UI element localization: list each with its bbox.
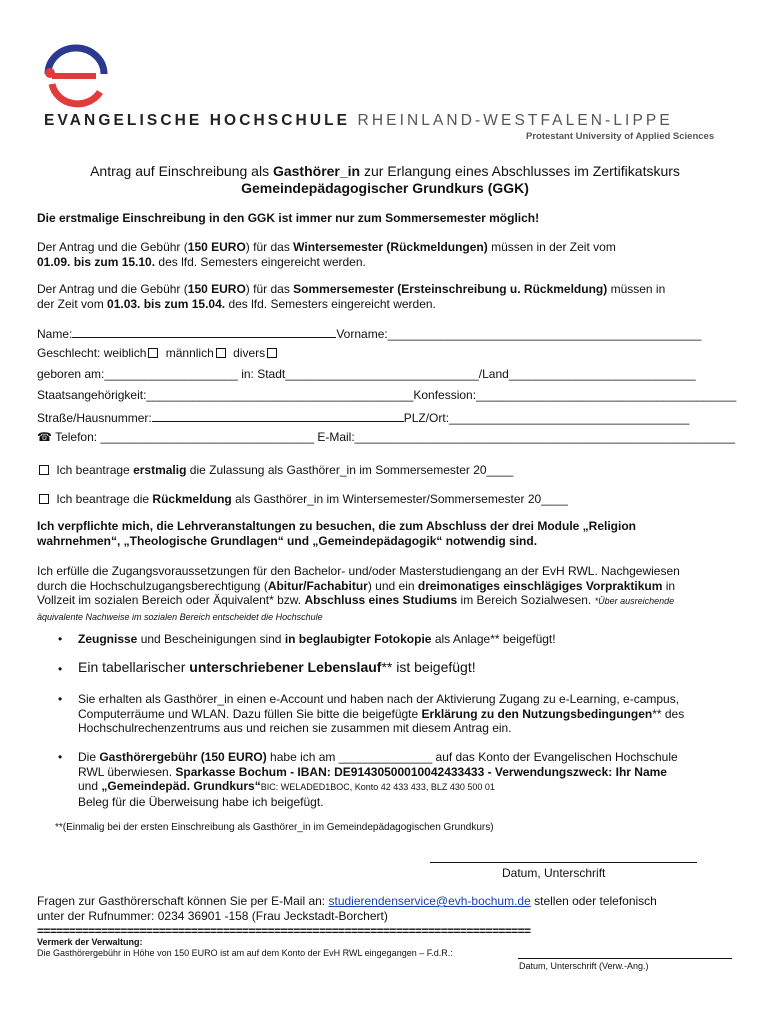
commitment: Ich verpflichte mich, die Lehrveranstaltungen zu besuchen, die zum Abschluss der drei Module „Religion wahrnehmen“, „Theologische Grundlagen“ und „Gemeindepädagogik“ notwendig sind. [37,519,637,548]
bullet-dot: • [58,750,63,764]
maennlich-checkbox[interactable] [216,348,226,358]
contact: Fragen zur Gasthörerschaft können Sie per E-Mail an: studierendenservice@evh-bochum.de stellen oder telefonisch unter der Rufnummer: 0234 36901 -158 (Frau Jeckstadt-Borchert) [37,894,657,923]
footnote: **(Einmalig bei der ersten Einschreibung als Gasthörer_in im Gemeindepädagogischen Grundkurs) [55,822,494,833]
admin-text: Die Gasthörergebühr in Höhe von 150 EURO ist am auf dem Konto der EvH RWL eingegangen – F.d.R.: [37,948,453,958]
erstmalig-checkbox[interactable] [39,465,49,475]
signature-label: Datum, Unterschrift [502,866,606,880]
bullet-dot: • [58,632,63,646]
institution-name: EVANGELISCHE HOCHSCHULE RHEINLAND-WESTFALEN-LIPPE [44,112,673,129]
option-rueckmeldung: Ich beantrage die Rückmeldung als Gasthörer_in im Wintersemester/Sommersemester 20____ [37,492,737,507]
form-title: Antrag auf Einschreibung als Gasthörer_in zur Erlangung eines Abschlusses im Zertifikatskurs [90,163,680,179]
bullet-dot: • [58,662,63,676]
admin-signature-line[interactable] [518,958,732,959]
bullet-dot: • [58,692,63,706]
bullet-lebenslauf: Ein tabellarischer unterschriebener Lebenslauf** ist beigefügt! [78,659,476,675]
summer-paragraph: Der Antrag und die Gebühr (150 EURO) für das Sommersemester (Ersteinschreibung u. Rückmeldung) müssen in der Zeit vom 01.03. bis zum 15.04. des lfd. Semesters eingereicht werden. [37,282,666,311]
phone-icon: ☎ [37,430,52,444]
name-field[interactable] [72,325,336,338]
nationality-row[interactable]: Staatsangehörigkeit:________________________________________Konfession:_______________________________________ [37,388,737,402]
address-row: Straße/Hausnummer: PLZ/Ort:____________________________________ [37,411,690,425]
birth-row[interactable]: geboren am:____________________ in: Stadt_____________________________/Land____________________________ [37,367,696,381]
bullet-zeugnisse: Zeugnisse und Bescheinigungen sind in beglaubigter Fotokopie als Anlage** beigefügt! [78,632,556,646]
separator: ============================================================================= [37,924,531,938]
street-field[interactable] [152,409,404,422]
email-link[interactable]: studierendenservice@evh-bochum.de [328,894,531,908]
option-erstmalig: Ich beantrage erstmalig die Zulassung als Gasthörer_in im Sommersemester 20____ [37,463,737,478]
bullet-gebuehr: Die Gasthörergebühr (150 EURO) habe ich am ______________ auf das Konto der Evangelischen Hochschule RWL überwiesen. Sparkasse Bochum - IBAN: DE91430500010042433433 - Verwendungszweck: Ihr Name und „Gemeindepäd. Grundkurs“BIC: WELADED1BOC, Konto 42 433 433, BLZ 430 500 01 Beleg für die Überweisung habe ich beigefügt. [78,750,678,809]
weiblich-checkbox[interactable] [148,348,158,358]
requirements: Ich erfülle die Zugangsvoraussetzungen für den Bachelor- und/oder Masterstudiengang an der EvH RWL. Nachgewiesen durch die Hochschulzugangsberechtigung (Abitur/Fachabitur) und ein dreimonatiges einschlägiges Vorpraktikum in Vollzeit im sozialen Bereich oder Äquivalent* bzw. Abschluss eines Studiums im Bereich Sozialwesen. *Über ausreichende äquivalente Nachweise im sozialen Bereich entscheidet die Hochschule [37,564,680,622]
course-title: Gemeindepädagogischer Grundkurs (GGK) [241,180,529,196]
institution-subtitle: Protestant University of Applied Sciences [526,131,715,142]
admin-title: Vermerk der Verwaltung: [37,937,143,947]
signature-line[interactable] [430,862,697,863]
phone-row: ☎ Telefon: ________________________________ E-Mail:_________________________________________________________ [37,430,736,444]
gender-row: Geschlecht: weiblich männlich divers [37,346,737,361]
admin-signature-label: Datum, Unterschrift (Verw.-Ang.) [519,961,649,971]
rueckmeldung-checkbox[interactable] [39,494,49,504]
bullet-eaccount: Sie erhalten als Gasthörer_in einen e-Account und haben nach der Aktivierung Zugang zu e-Learning, e-campus, Computerräume und WLAN. Dazu füllen Sie bitte die beigefügte Erklärung zu den Nutzungsbedingungen** des Hochschulrechenzentrums aus und reichen sie zusammen mit diesem Antrag ein. [78,692,685,735]
evh-e-logo [40,40,110,110]
divers-checkbox[interactable] [267,348,277,358]
notice: Die erstmalige Einschreibung in den GGK ist immer nur zum Sommersemester möglich! [37,211,540,225]
name-row: Name: Vorname:_______________________________________________ [37,327,702,341]
winter-paragraph: Der Antrag und die Gebühr (150 EURO) für das Wintersemester (Rückmeldungen) müssen in der Zeit vom 01.09. bis zum 15.10. des lfd. Semesters eingereicht werden. [37,240,616,269]
